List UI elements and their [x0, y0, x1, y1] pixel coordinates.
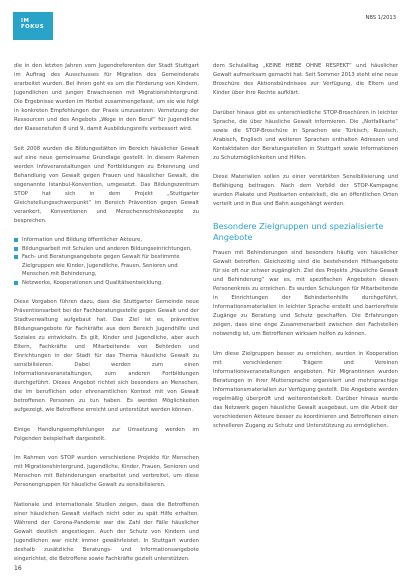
- paragraph: Diese Vorgaben führen dazu, dass die Stuttgarter Gemeinde neue Präventionsarbeit bei der Fachberatungsstelle gegen Gewalt und der Stadtverwaltung aufgebaut hat. Das Ziel ist es, präventive Bildungsangebote für Fachkräfte aus dem Bereich Jugendhilfe und Soziales zu entwickeln. Es gilt, Kinder und Jugendliche, aber auch Eltern, Fachkräfte und Mitarbeitende von Behörden und Einrichtungen in der Stadt für das Thema häusliche Gewalt zu sensibilisieren. Dabei werden zum einen Informationsveranstaltungen, zum anderen Fortbildungen durchgeführt. Dieses Angebot richtet sich besonders an Menschen, die im beruflichen oder ehrenamtlichen Kontext mit von Gewalt betroffenen Personen zu tun haben. Es werden Möglichkeiten aufgezeigt, wie Betroffene erreicht und unterstützt werden können.: [14, 299, 199, 414]
- paragraph: Seit 2008 wurden die Bildungsstätten im Bereich häuslicher Gewalt auf eine neue gemeinsame Grundlage gestellt. In diesem Rahmen werden Infoveranstaltungen und Fortbildungen zu Erkennung und Behandlung von Gewalt gegen Frauen und häuslicher Gewalt, die sogenannte Istanbul-Konvention, umgesetzt. Das Bildungszentrum STOP hat sich in dem Projekt „Stuttgarter Gleichstellungsschwerpunkt“ im Bereich Prävention gegen Gewalt verankert, Konventionen und Menschenrechtskonzepte zu besprechen.: [14, 145, 199, 224]
- page-number: 16: [14, 565, 22, 572]
- bullet-text: Information und Bildung öffentlicher Akteure,: [22, 237, 143, 243]
- paragraph: Diese Materialien sollen zu einer verstärkten Sensibilisierung und Befähigung beitragen. Nach dem Vorbild der STOP-Kampagne wurden Plakate und Postkarten entwickelt, die an öffentlichen Orten verteilt und in Bus und Bahn ausgehängt werden.: [213, 174, 398, 207]
- left-column: [14, 62, 199, 574]
- bullet-square-icon: [14, 238, 18, 242]
- right-column: [213, 62, 398, 441]
- section-tag-label: IM FOKUS: [21, 18, 45, 30]
- paragraph: Im Rahmen von STOP wurden verschiedene Projekte für Menschen mit Migrationshintergrund, Jugendliche, Kinder, Frauen, Senioren und Menschen mit Behinderungen erarbeitet und verbreitet, um diese Personengruppen für häusliche Gewalt zu sensibilisieren.: [14, 455, 199, 489]
- bullet-item: [14, 253, 199, 279]
- bullet-text: Bildungsarbeit mit Schulen und anderen Bildungseinrichtungen,: [22, 245, 192, 252]
- paragraph: Nationale und internationale Studien zeigen, dass die Betroffenen einer häuslichen Gewalt vielfach nicht oder zu spät Hilfe erhalten. Während der Corona-Pandemie war die Zahl der Fälle häuslicher Gewalt deutlich angestiegen. Auch der Schutz von Kindern und Jugendlichen war nicht immer gewährleistet. In Stuttgart wurden deshalb zusätzliche Beratungs- und Informationsangebote eingerichtet, die Betroffene sowie Fachkräfte gezielt unterstützen.: [14, 501, 199, 562]
- paragraph: Darüber hinaus gibt es unterschiedliche STOP-Broschüren in leichter Sprache, die über häusliche Gewalt informieren. Die „Notfallkarte“ sowie die STOP-Broschüre in Sprachen wie Türkisch, Russisch, Arabisch, Englisch und weiteren Sprachen enthalten Adressen und Kontaktdaten der Beratungsstellen in Stuttgart sowie Informationen zu Schutzmöglichkeiten und Hilfen.: [213, 109, 398, 161]
- bullet-square-icon: [14, 255, 18, 259]
- bullet-item: [14, 279, 199, 288]
- bullet-item: [14, 236, 199, 245]
- section-tag: [13, 12, 53, 40]
- issue-label: NBS 1/2013: [365, 15, 396, 21]
- paragraph: Einige Handlungsempfehlungen zur Umsetzung werden im Folgenden beispielhaft dargestellt.: [14, 426, 199, 442]
- bullet-item: [14, 245, 199, 254]
- paragraph: Frauen mit Behinderungen sind besonders häufig von häuslicher Gewalt betroffen. Gleichzeitig sind die bestehenden Hilfsangebote für sie oft nur schwer zugänglich. Ziel des Projekts „Häusliche Gewalt und Behinderung“ war es, mit spezifischen Angeboten diesen Personenkreis zu erreichen. Es wurden Schulungen für Mitarbeitende in Einrichtungen der Behindertenhilfe durchgeführt, Informationsmaterialien in leichter Sprache erstellt und barrierefreie Zugänge zu Beratung und Schutz geschaffen. Die Erfahrungen zeigen, dass eine enge Zusammenarbeit zwischen den Fachstellen notwendig ist, um Betroffenen wirksam helfen zu können.: [213, 250, 398, 337]
- paragraph: die in den letzten Jahren vom Jugendreferenten der Stadt Stuttgart im Auftrag des Ausschusses für Migration des Gemeinderats erarbeitet wurden. Bei ihnen geht es um die Förderung von Kindern, Jugendlichen und jungen Erwachsenen mit Migrationshintergrund. Die Ergebnisse wurden im Herbst zusammengefasst, um sie wie folgt in konkreten Empfehlungen der Praxis umzusetzen: Vernetzung der Ressourcen und des Angebots „Wege in den Beruf“ für Jugendliche der Klassenstufen 8 und 9, damit Ausbildungsreife verbessert wird.: [14, 63, 199, 132]
- bullet-square-icon: [14, 247, 18, 251]
- bullet-text: Netzwerke, Kooperationen und Qualitätsentwicklung.: [22, 279, 163, 286]
- bullet-list: [14, 236, 199, 288]
- paragraph: Um diese Zielgruppen besser zu erreichen, wurden in Kooperation mit verschiedenen Trägern und Vereinen Informationsveranstaltungen angeboten. Für Migrantinnen wurden Beratungen in ihrer Muttersprache organisiert und mehrsprachige Informationsmaterialien zur Verfügung gestellt. Die Angebote werden regelmäßig überprüft und weiterentwickelt. Darüber hinaus wurde das Netzwerk gegen häusliche Gewalt ausgebaut, um die Arbeit der verschiedenen Akteure besser zu koordinieren und Betroffenen einen schnelleren Zugang zu Schutz und Unterstützung zu ermöglichen.: [213, 350, 398, 429]
- paragraph: dem Schulalltag „KEINE HIEBE OHNE RESPEKT“ und häuslicher Gewalt aufmerksam gemacht hat. Seit Sommer 2013 steht eine neue Broschüre des Aktionsbündnisses zur Verfügung, die Eltern und Kinder über ihre Rechte aufklärt.: [213, 63, 398, 96]
- section-heading: Besondere Zielgruppen und spezialisierte Angebote: [213, 221, 384, 242]
- bullet-square-icon: [14, 281, 18, 285]
- bullet-text: Fach- und Beratungsangebote gegen Gewalt für bestimmte Zielgruppen wie Kinder, Jugendliche, Frauen, Senioren und Menschen mit Behinderung,: [22, 254, 180, 278]
